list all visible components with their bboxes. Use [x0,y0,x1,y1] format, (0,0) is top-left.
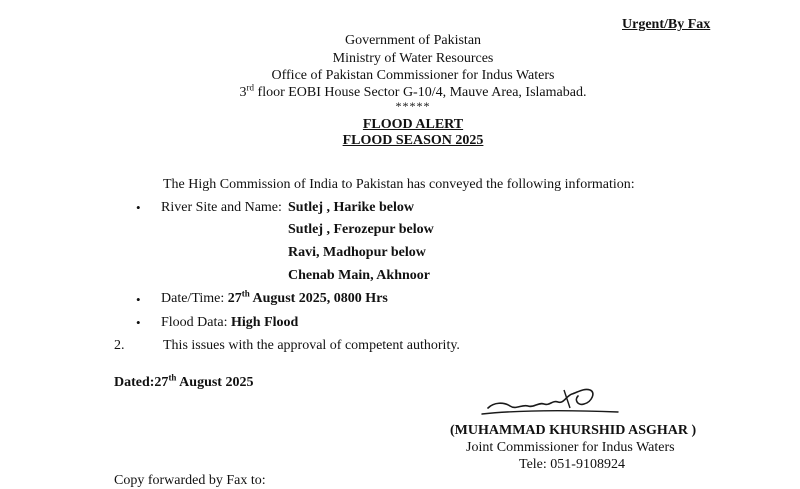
header-government: Government of Pakistan [344,33,482,48]
river-site-2: Sutlej , Ferozepur below [288,222,434,237]
header-stars: ***** [395,99,431,113]
river-site-3: Ravi, Madhopur below [288,245,426,260]
bullet-river-site: • [136,200,141,215]
signature-image [480,380,620,422]
signatory-role: Joint Commissioner for Indus Waters [466,440,675,455]
flood-alert-title: FLOOD ALERT [362,117,464,132]
paragraph-number: 2. [114,338,125,353]
signatory-telephone: Tele: 051-9108924 [519,457,625,472]
bullet-flood-data: • [136,315,141,330]
flood-data-line: Flood Data: High Flood [161,315,299,330]
river-site-4: Chenab Main, Akhnoor [288,268,430,283]
river-site-label: River Site and Name: [161,200,282,215]
dated-line: Dated:27th August 2025 [114,372,254,390]
intro-text: The High Commission of India to Pakistan has conveyed the following information: [163,177,635,192]
approval-text: This issues with the approval of competent authority. [163,338,460,353]
header-ministry: Ministry of Water Resources [332,51,494,66]
bullet-datetime: • [136,292,141,307]
river-site-1: Sutlej , Harike below [288,200,414,215]
copy-forwarded-line: Copy forwarded by Fax to: [114,473,266,488]
urgent-fax-label: Urgent/By Fax [622,17,711,32]
header-office: Office of Pakistan Commissioner for Indus Waters [271,68,555,83]
header-address: 3rd floor EOBI House Sector G-10/4, Mauve Area, Islamabad. [239,82,587,100]
flood-season-title: FLOOD SEASON 2025 [342,133,484,148]
signatory-name: (MUHAMMAD KHURSHID ASGHAR ) [450,423,697,438]
datetime-line: Date/Time: 27th August 2025, 0800 Hrs [161,288,388,306]
